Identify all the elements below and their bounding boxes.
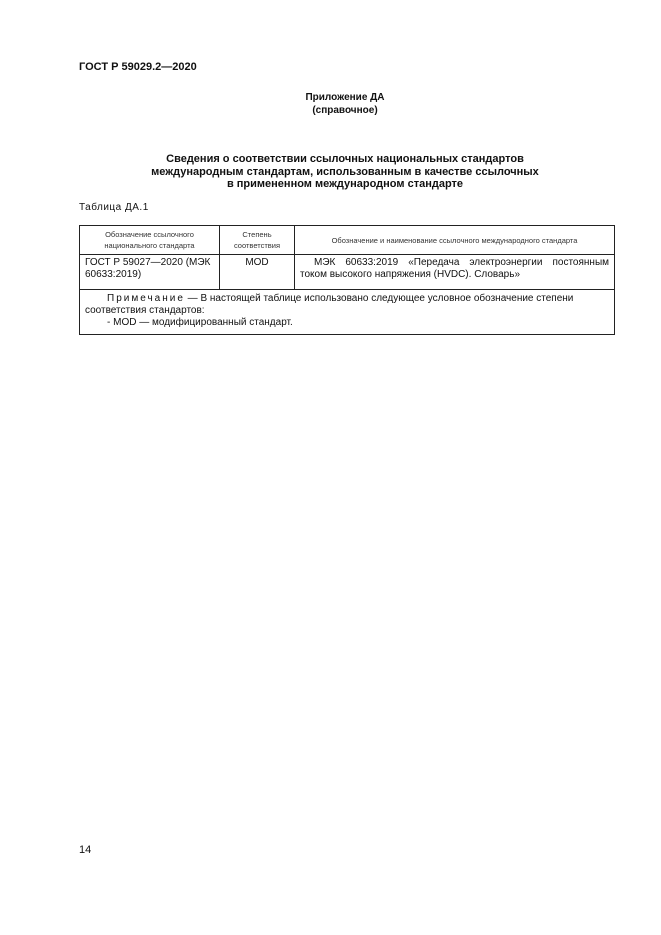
reference-table <box>79 225 615 335</box>
international-standard-cell: МЭК 60633:2019 «Передача электроэнергии постоянным током высокого напряжения (HVDC). Словарь» <box>295 255 615 290</box>
column-header: Обозначение и наименование ссылочного международного стандарта <box>295 226 615 255</box>
note-text: — В настоящей таблице использовано следующее условное обозначение степени соответствия стандартов: <box>85 293 574 316</box>
section-title <box>0 153 661 191</box>
note-label: Примечание <box>107 293 185 304</box>
national-standard-cell: ГОСТ Р 59027—2020 (МЭК 60633:2019) <box>80 255 220 290</box>
column-header: Обозначение ссылочного национального стандарта <box>80 226 220 255</box>
column-header: Степень соответствия <box>220 226 295 255</box>
note-item: - MOD — модифицированный стандарт. <box>107 317 293 328</box>
note-cell <box>80 290 615 335</box>
table-note-row <box>80 290 615 335</box>
appendix-title: Приложение ДА <box>305 92 385 103</box>
title-line: в примененном международном стандарте <box>226 178 464 191</box>
page-number: 14 <box>79 844 92 856</box>
title-line: Сведения о соответствии ссылочных национальных стандартов <box>166 153 524 165</box>
title-line: международным стандартам, использованным в качестве ссылочных <box>151 165 539 178</box>
table-row <box>80 255 615 290</box>
degree-cell: MOD <box>220 255 295 290</box>
document-code: ГОСТ Р 59029.2—2020 <box>79 61 197 73</box>
appendix-subtitle: (справочное) <box>312 105 378 116</box>
table-label: Таблица ДА.1 <box>79 202 149 213</box>
table-header-row <box>80 226 615 255</box>
